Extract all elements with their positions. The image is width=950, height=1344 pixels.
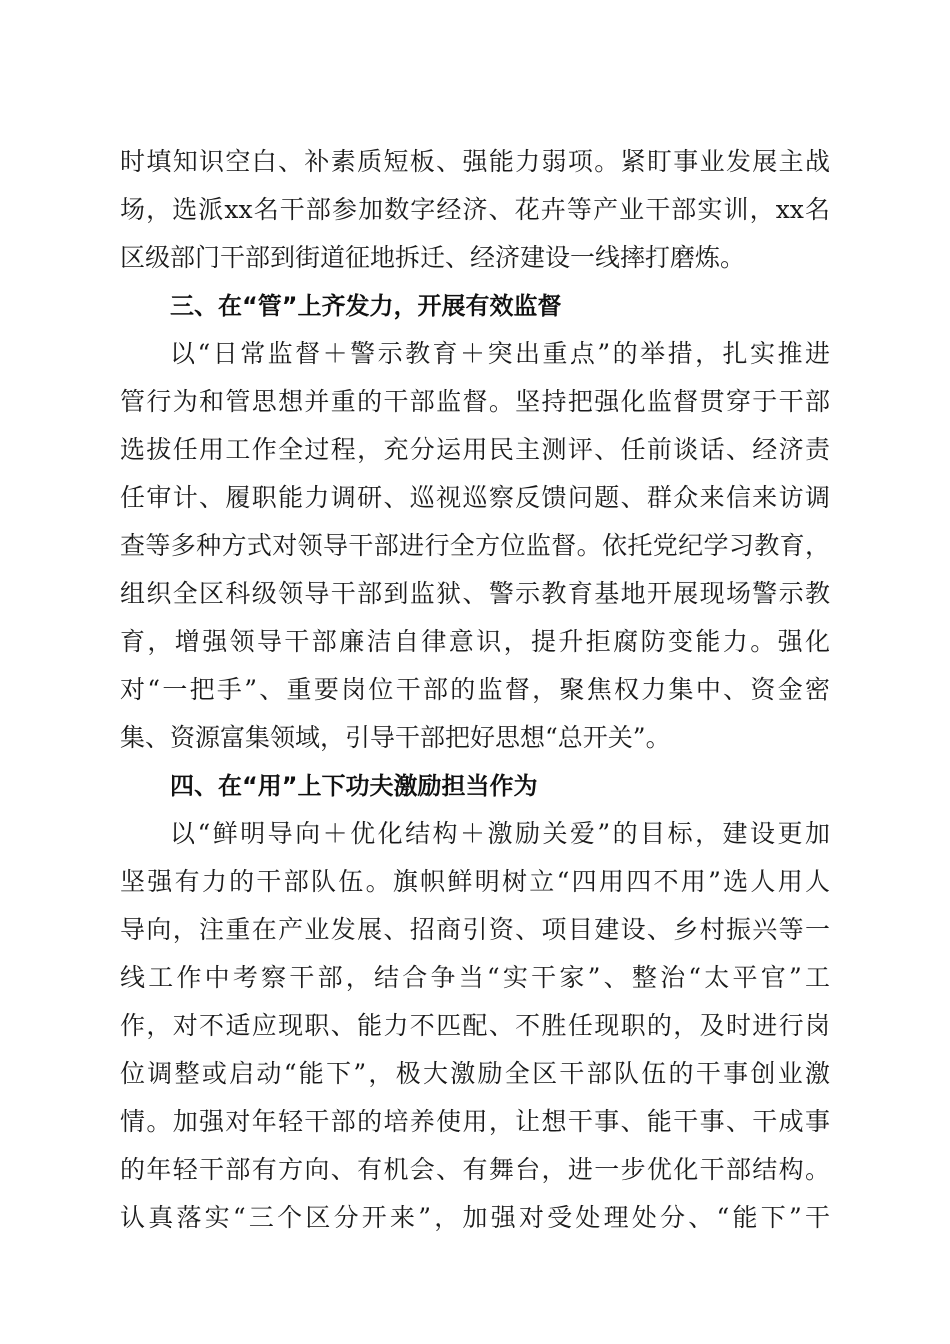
body-text-line: 区级部门干部到街道征地拆迁、经济建设一线摔打磨炼。 <box>120 243 746 272</box>
body-text-line: 作，对不适应现职、能力不匹配、不胜任现职的，及时进行岗 <box>120 1011 830 1040</box>
body-text-line: 集、资源富集领域，引导干部把好思想“总开关”。 <box>120 723 671 752</box>
body-text-line: 场，选派xx名干部参加数字经济、花卉等产业干部实训，xx名 <box>120 195 830 224</box>
body-text-line: 任审计、履职能力调研、巡视巡察反馈问题、群众来信来访调 <box>120 483 830 512</box>
section-heading-4: 四、在“用”上下功夫激励担当作为 <box>170 772 538 800</box>
body-text-line: 查等多种方式对领导干部进行全方位监督。依托党纪学习教育， <box>120 531 830 560</box>
body-text-line: 坚强有力的干部队伍。旗帜鲜明树立“四用四不用”选人用人 <box>120 867 830 896</box>
body-text-line: 导向，注重在产业发展、招商引资、项目建设、乡村振兴等一 <box>120 915 830 944</box>
body-text-line: 对“一把手”、重要岗位干部的监督，聚焦权力集中、资金密 <box>120 675 830 704</box>
section-heading-3: 三、在“管”上齐发力，开展有效监督 <box>170 292 562 320</box>
body-text-line: 选拔任用工作全过程，充分运用民主测评、任前谈话、经济责 <box>120 435 830 464</box>
body-text-line: 位调整或启动“能下”，极大激励全区干部队伍的干事创业激 <box>120 1059 830 1088</box>
body-text-line: 的年轻干部有方向、有机会、有舞台，进一步优化干部结构。 <box>120 1155 830 1184</box>
body-text-line: 以“鲜明导向＋优化结构＋激励关爱”的目标，建设更加 <box>170 819 830 848</box>
body-text-line: 组织全区科级领导干部到监狱、警示教育基地开展现场警示教 <box>120 579 830 608</box>
body-text-line: 以“日常监督＋警示教育＋突出重点”的举措，扎实推进 <box>170 339 830 368</box>
body-text-line: 认真落实“三个区分开来”，加强对受处理处分、“能下”干 <box>120 1203 830 1232</box>
body-text-line: 时填知识空白、补素质短板、强能力弱项。紧盯事业发展主战 <box>120 147 830 176</box>
body-text-line: 情。加强对年轻干部的培养使用，让想干事、能干事、干成事 <box>120 1107 830 1136</box>
body-text-line: 育，增强领导干部廉洁自律意识，提升拒腐防变能力。强化 <box>120 627 830 656</box>
body-text-line: 管行为和管思想并重的干部监督。坚持把强化监督贯穿于干部 <box>120 387 830 416</box>
body-text-line: 线工作中考察干部，结合争当“实干家”、整治“太平官”工 <box>120 963 830 992</box>
